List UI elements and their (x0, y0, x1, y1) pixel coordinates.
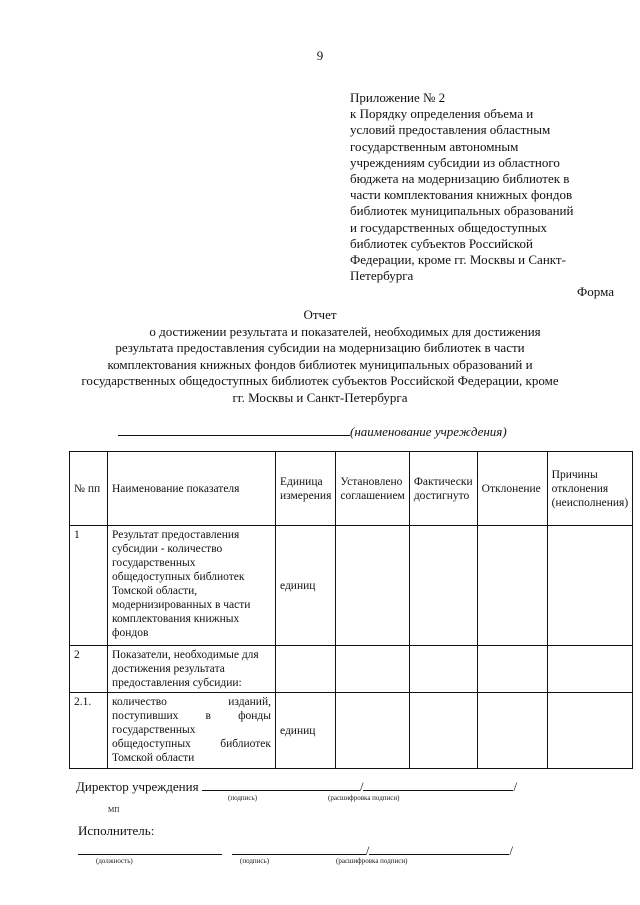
appendix-line: государственным автономным (350, 138, 519, 154)
director-decoding-caption: (расшифровка подписи) (328, 794, 400, 802)
stamp-label: МП (108, 806, 120, 814)
appendix-line: библиотек муниципальных образований (350, 203, 574, 219)
director-signature-caption: (подпись) (228, 794, 258, 802)
row-name: Показатели, необходимые для достижения результата предоставления субсидии: (108, 646, 276, 693)
row-num: 2 (70, 646, 108, 693)
row-agreement-cell[interactable] (336, 693, 409, 769)
appendix-line: бюджета на модернизацию библиотек в (350, 171, 570, 187)
report-title-line: результата предоставления субсидии на модернизацию библиотек в части (115, 340, 525, 355)
row-num: 1 (70, 526, 108, 646)
appendix-line: условий предоставления областным (350, 122, 551, 138)
header-num: № пп (70, 452, 108, 526)
appendix-line: к Порядку определения объема и (350, 106, 534, 122)
row-num: 2.1. (70, 693, 108, 769)
table-row (70, 526, 633, 646)
director-decoding-line[interactable] (363, 778, 513, 791)
header-reasons: Причины отклонения (неисполнения) (547, 452, 633, 526)
report-table (69, 451, 633, 769)
executor-signature-row: / / (78, 842, 513, 859)
report-title-line: о достижении результата и показателей, необходимых для достижения (149, 323, 541, 339)
appendix-line: Федерации, кроме гг. Москвы и Санкт- (350, 252, 566, 268)
table-row (70, 646, 633, 693)
header-unit: Единица измерения (276, 452, 336, 526)
executor-position-line[interactable] (78, 842, 222, 855)
appendix-title: Приложение № 2 (350, 90, 446, 105)
executor-decoding-line[interactable] (369, 842, 509, 855)
row-agreement-cell[interactable] (336, 526, 409, 646)
row-reasons-cell[interactable] (547, 693, 633, 769)
executor-signature-caption: (подпись) (240, 857, 270, 865)
appendix-line: части комплектования книжных фондов (350, 187, 573, 203)
row-actual-cell[interactable] (409, 526, 477, 646)
row-deviation-cell[interactable] (477, 526, 547, 646)
appendix-line: учреждениям субсидии из областного (350, 154, 560, 170)
header-actual: Фактически достигнуто (409, 452, 477, 526)
appendix-line: библиотек субъектов Российской (350, 235, 533, 251)
row-deviation-cell[interactable] (477, 693, 547, 769)
executor-signature-line[interactable] (232, 842, 366, 855)
row-reasons-cell[interactable] (547, 526, 633, 646)
report-title: Отчет (303, 307, 337, 322)
row-reasons-cell[interactable] (547, 646, 633, 693)
header-deviation: Отклонение (477, 452, 547, 526)
report-title-line: государственных общедоступных библиотек субъектов Российской Федерации, кроме (81, 373, 559, 388)
director-signature-row: Директор учреждения / / (76, 779, 518, 794)
director-label: Директор учреждения (76, 779, 199, 794)
institution-caption: (наименование учреждения) (350, 424, 507, 439)
report-title-block (0, 307, 640, 406)
page-number: 9 (316, 48, 324, 63)
row-actual-cell[interactable] (409, 693, 477, 769)
institution-name-line[interactable] (118, 423, 350, 436)
executor-label: Исполнитель: (78, 823, 155, 838)
row-agreement-cell[interactable] (336, 646, 409, 693)
row-unit: единиц (276, 526, 336, 646)
institution-name-field (118, 423, 507, 440)
row-actual-cell[interactable] (409, 646, 477, 693)
table-row (70, 693, 633, 769)
row-name: количество изданий, поступивших в фонды государственных общедоступных библиотек Томской области (108, 693, 276, 769)
director-signature-line[interactable] (202, 778, 360, 791)
report-title-line: гг. Москвы и Санкт-Петербурга (232, 389, 408, 405)
header-name: Наименование показателя (108, 452, 276, 526)
table-header-row (70, 452, 633, 526)
row-deviation-cell[interactable] (477, 646, 547, 693)
header-agreement: Установлено соглашением (336, 452, 409, 526)
report-title-line: комплектования книжных фондов библиотек муниципальных образований и (107, 356, 533, 372)
row-name: Результат предоставления субсидии - количество государственных общедоступных библиотек Томской области, модернизированных в части комплектования книжных фондов (108, 526, 276, 646)
executor-decoding-caption: (расшифровка подписи) (336, 857, 408, 865)
appendix-block (350, 90, 620, 284)
appendix-line: Петербурга (350, 268, 414, 284)
executor-position-caption: (должность) (96, 857, 133, 865)
row-unit (276, 646, 336, 693)
form-label: Форма (577, 284, 614, 299)
row-unit: единиц (276, 693, 336, 769)
appendix-line: и государственных общедоступных (350, 219, 547, 235)
